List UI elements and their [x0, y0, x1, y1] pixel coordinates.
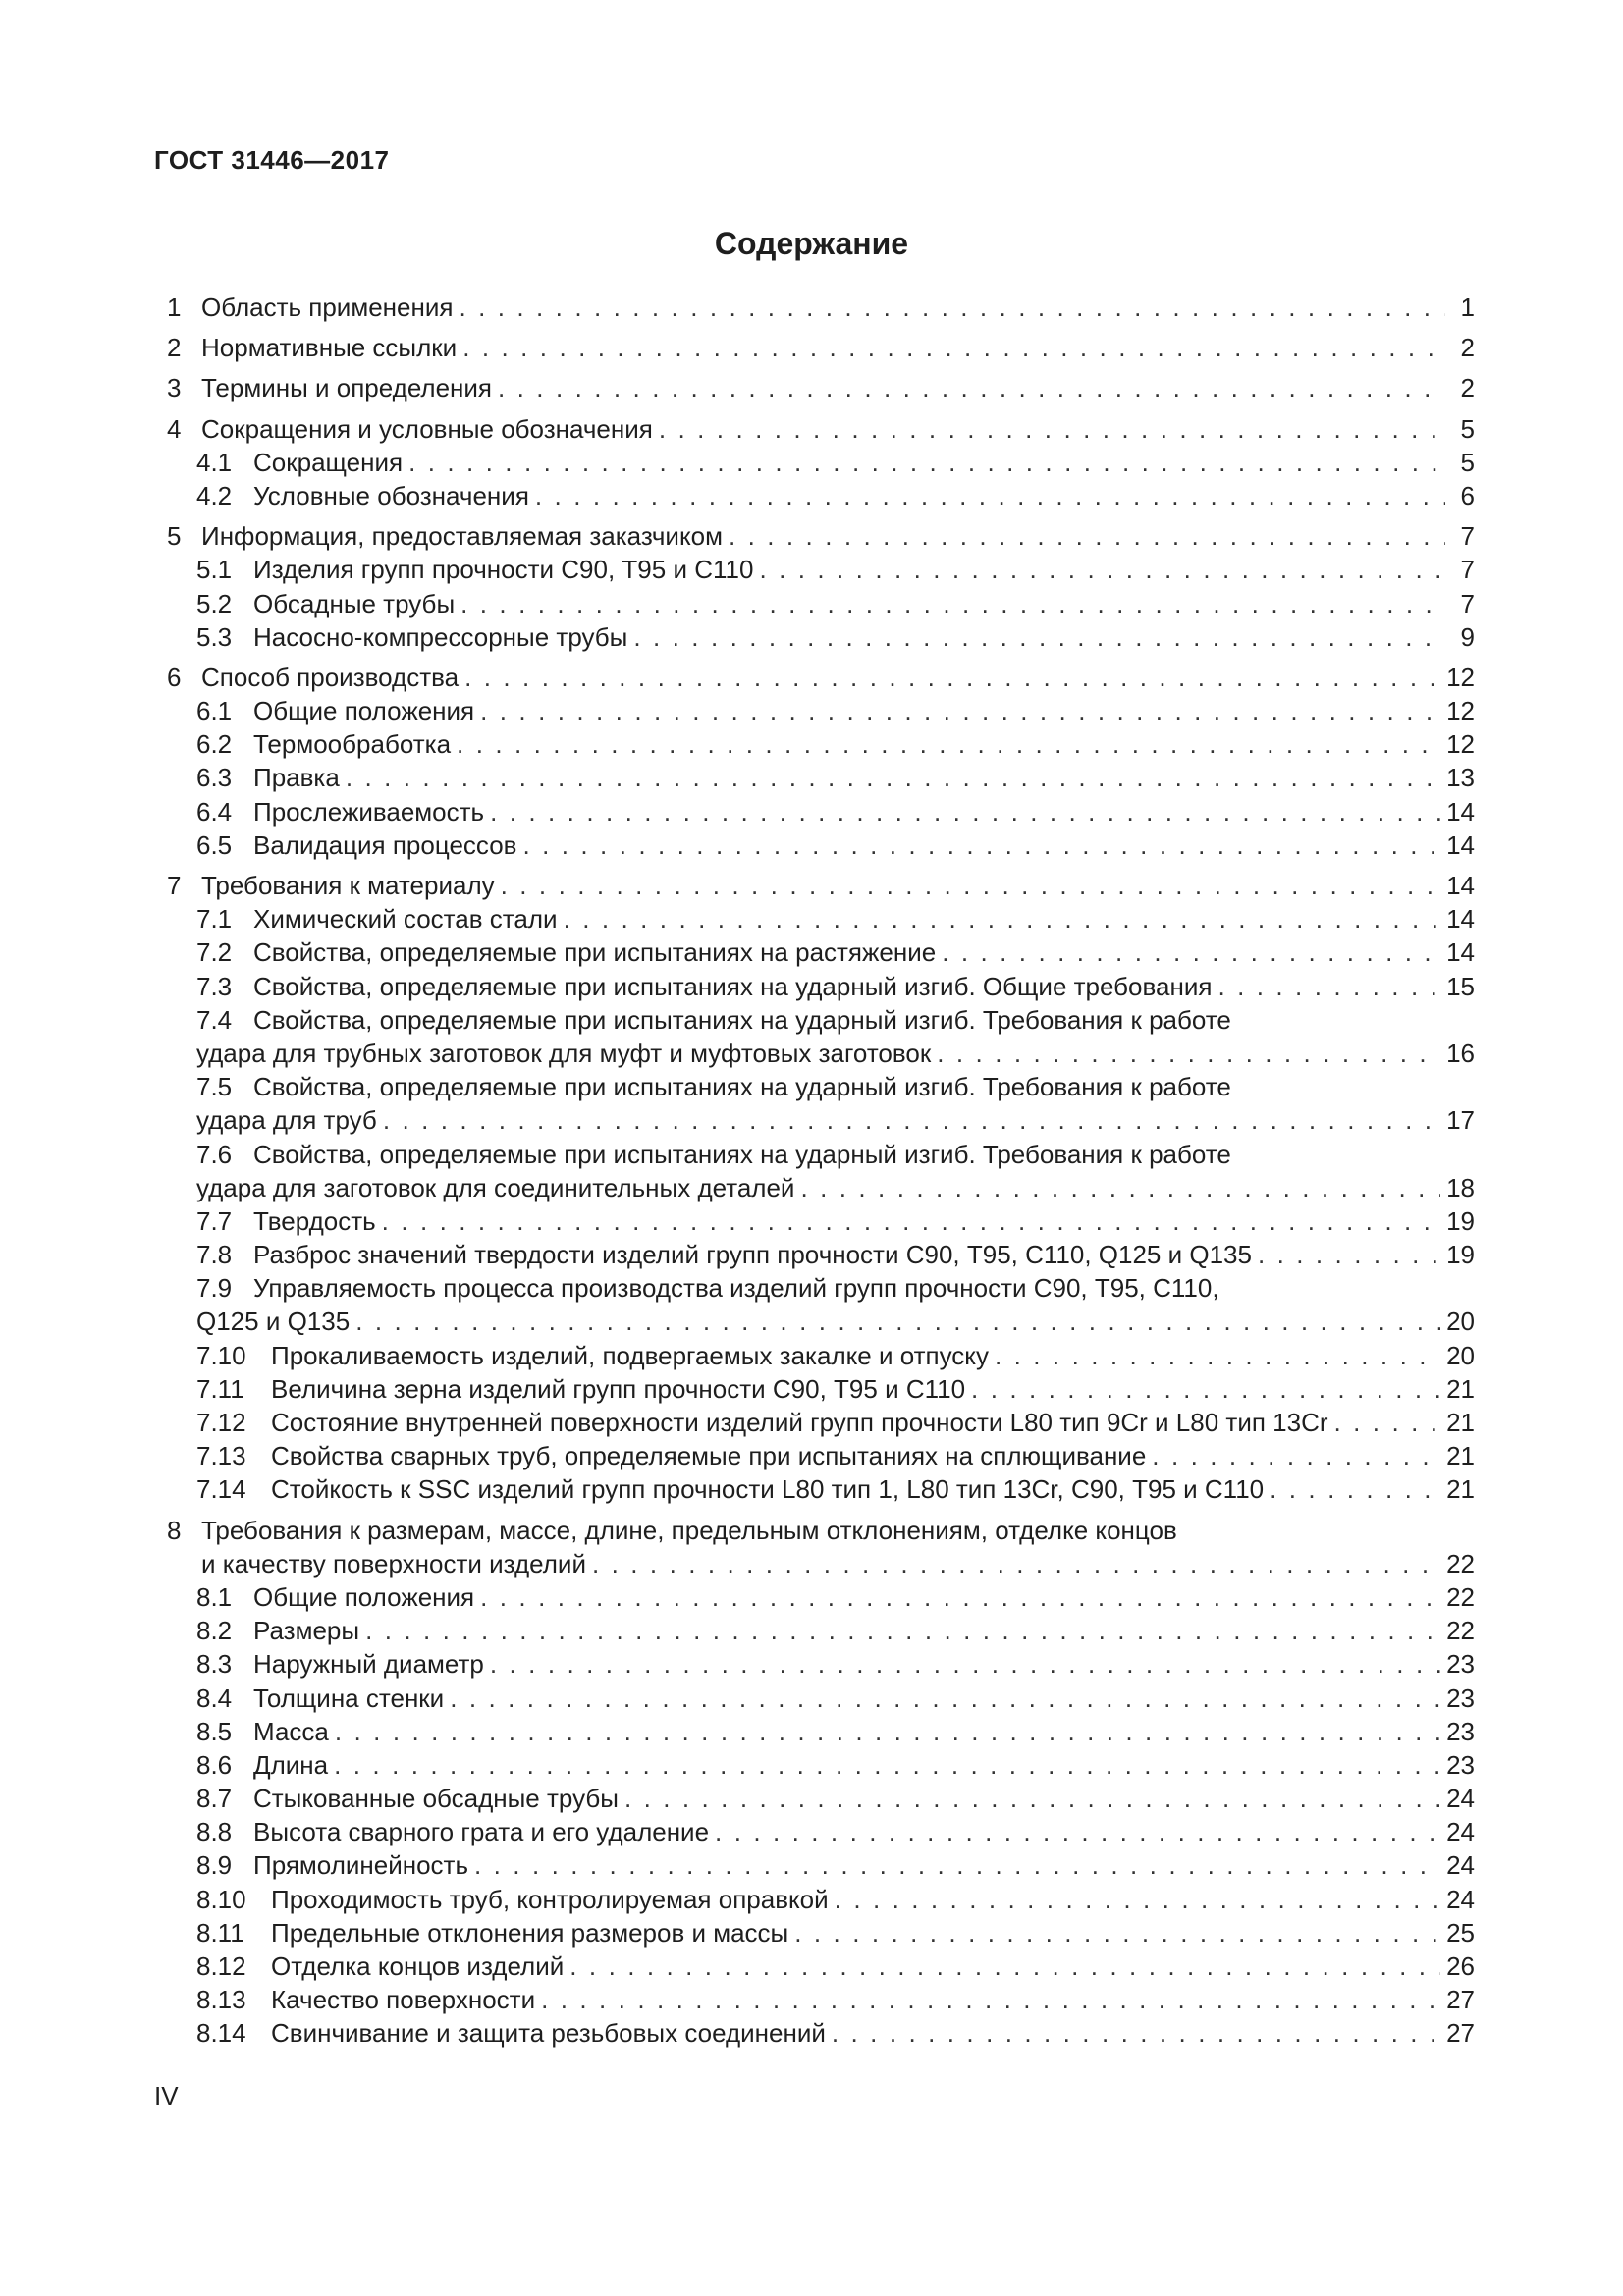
- toc-entry[interactable]: [167, 1916, 1475, 1949]
- toc-entry-page: 2: [1460, 333, 1475, 363]
- toc-entry-number: 8.5: [196, 1716, 233, 1746]
- toc-entry[interactable]: [167, 1580, 1475, 1614]
- toc-entry[interactable]: [167, 1138, 1475, 1171]
- toc-dot-leader: [937, 1037, 1440, 1070]
- toc-dot-leader: [794, 1916, 1440, 1949]
- toc-entry-title: Изделия групп прочности С90, Т95 и С110: [253, 553, 759, 586]
- toc-entry-title: Химический состав стали: [253, 902, 564, 935]
- toc-dot-leader: [365, 1614, 1440, 1647]
- toc-dot-leader: [460, 587, 1445, 620]
- toc-entry-number: 7.5: [196, 1072, 233, 1102]
- toc-section: [167, 1514, 1475, 2051]
- toc-dot-leader: [335, 1715, 1440, 1748]
- toc-entry[interactable]: [167, 1715, 1475, 1748]
- toc-entry-title: Термины и определения: [201, 371, 498, 404]
- toc-dot-leader: [383, 1103, 1440, 1137]
- toc-entry-continuation[interactable]: [167, 1547, 1475, 1580]
- toc-entry-page: 21: [1446, 1408, 1475, 1437]
- toc-entry-title: Валидация процессов: [253, 828, 522, 862]
- toc-entry-number: 8.3: [196, 1649, 233, 1680]
- toc-entry-number: 7.14: [196, 1474, 246, 1505]
- toc-entry-number: 2: [167, 333, 182, 363]
- toc-entry-number: 8.11: [196, 1917, 244, 1948]
- toc-dot-leader: [1152, 1439, 1440, 1472]
- toc-entry-title: Толщина стенки: [253, 1682, 450, 1715]
- toc-entry-number: 7.6: [196, 1139, 233, 1169]
- toc-entry[interactable]: [167, 1238, 1475, 1271]
- toc-dot-leader: [480, 1580, 1440, 1614]
- toc-entry[interactable]: [167, 1070, 1475, 1103]
- toc-entry-page: 24: [1446, 1884, 1475, 1914]
- toc-dot-leader: [535, 479, 1445, 512]
- toc-entry-title: Проходимость труб, контролируемая оправкой: [271, 1883, 835, 1916]
- toc-entry-page: 22: [1446, 1548, 1475, 1578]
- toc-dot-leader: [759, 553, 1445, 586]
- toc-entry[interactable]: [167, 828, 1475, 862]
- toc-entry-page: 19: [1446, 1205, 1475, 1236]
- toc-entry-title: Величина зерна изделий групп прочности С90, Т95 и С110: [271, 1372, 971, 1406]
- toc-section: [167, 661, 1475, 862]
- toc-dot-leader: [715, 1815, 1440, 1848]
- toc-entry-title: Свинчивание и защита резьбовых соединений: [271, 2016, 832, 2050]
- toc-entry[interactable]: [167, 1372, 1475, 1406]
- toc-dot-leader: [835, 1883, 1440, 1916]
- toc-entry-title: Нормативные ссылки: [201, 331, 462, 364]
- toc-entry-page: 27: [1446, 1985, 1475, 2015]
- toc-entry-page: 20: [1446, 1307, 1475, 1337]
- toc-entry-page: 24: [1446, 1850, 1475, 1881]
- toc-entry-number: 7.4: [196, 1004, 233, 1035]
- toc-entry-continuation[interactable]: [167, 1171, 1475, 1204]
- toc-entry-number: 8.10: [196, 1884, 246, 1914]
- toc-entry[interactable]: [167, 1748, 1475, 1782]
- toc-entry[interactable]: [167, 1883, 1475, 1916]
- toc-entry-title: Сокращения и условные обозначения: [201, 412, 659, 446]
- toc-entry-page: 7: [1460, 555, 1475, 585]
- toc-dot-leader: [490, 1647, 1440, 1681]
- toc-entry-page: 12: [1446, 696, 1475, 726]
- toc-entry-number: 7: [167, 871, 182, 900]
- toc-entry-page: 23: [1446, 1649, 1475, 1680]
- toc-entry-title: Прокаливаемость изделий, подвергаемых закалке и отпуску: [271, 1339, 995, 1372]
- toc-entry[interactable]: [167, 902, 1475, 935]
- toc-entry[interactable]: [167, 1439, 1475, 1472]
- toc-entry-title: Размеры: [253, 1614, 365, 1647]
- toc-entry[interactable]: [167, 1815, 1475, 1848]
- toc-entry[interactable]: [167, 519, 1475, 553]
- toc-entry-number: 7.2: [196, 937, 233, 968]
- toc-entry-number: 8.2: [196, 1616, 233, 1646]
- toc-dot-leader: [501, 869, 1440, 902]
- toc-entry-title: Наружный диаметр: [253, 1647, 490, 1681]
- toc-dot-leader: [729, 519, 1445, 553]
- toc-dot-leader: [498, 371, 1445, 404]
- toc-entry[interactable]: [167, 661, 1475, 694]
- toc-entry-number: 8.7: [196, 1784, 233, 1814]
- toc-entry-title-cont: удара для заготовок для соединительных деталей: [196, 1171, 800, 1204]
- toc-dot-leader: [450, 1682, 1440, 1715]
- toc-entry-page: 5: [1460, 447, 1475, 477]
- toc-entry[interactable]: [167, 1848, 1475, 1882]
- toc-entry-title: Обсадные трубы: [253, 587, 460, 620]
- toc-section: [167, 291, 1475, 324]
- toc-section: [167, 519, 1475, 654]
- toc-entry-title: Предельные отклонения размеров и массы: [271, 1916, 794, 1949]
- toc-entry-number: 7.12: [196, 1408, 246, 1437]
- toc-dot-leader: [474, 1848, 1440, 1882]
- toc-entry-number: 6.2: [196, 729, 233, 760]
- toc-entry-page: 24: [1446, 1784, 1475, 1814]
- toc-entry-page: 14: [1446, 796, 1475, 827]
- toc-entry-continuation[interactable]: [167, 1305, 1475, 1338]
- toc-entry-title: Условные обозначения: [253, 479, 535, 512]
- toc-entry-title: Длина: [253, 1748, 334, 1782]
- toc-entry[interactable]: [167, 331, 1475, 364]
- toc-entry[interactable]: [167, 620, 1475, 654]
- toc-entry-number: 8.12: [196, 1951, 246, 1981]
- toc-entry-number: 7.3: [196, 971, 233, 1001]
- toc-entry-title: Качество поверхности: [271, 1983, 541, 2016]
- toc-entry-number: 6.5: [196, 829, 233, 860]
- toc-entry-number: 4.2: [196, 480, 233, 510]
- toc-entry[interactable]: [167, 1204, 1475, 1238]
- toc-dot-leader: [971, 1372, 1440, 1406]
- toc-entry-number: 8.13: [196, 1985, 246, 2015]
- toc-dot-leader: [457, 727, 1440, 761]
- toc-entry[interactable]: [167, 1339, 1475, 1372]
- toc-entry-title: Свойства, определяемые при испытаниях на ударный изгиб. Требования к работе: [253, 1003, 1237, 1037]
- toc-entry-page: 25: [1446, 1917, 1475, 1948]
- toc-entry-page: 20: [1446, 1340, 1475, 1370]
- toc-dot-leader: [382, 1204, 1440, 1238]
- toc-entry-title: Свойства, определяемые при испытаниях на ударный изгиб. Требования к работе: [253, 1070, 1237, 1103]
- toc-dot-leader: [1334, 1406, 1441, 1439]
- toc-entry-title-cont: и качеству поверхности изделий: [201, 1547, 592, 1580]
- toc-entry-title: Информация, предоставляемая заказчиком: [201, 519, 729, 553]
- toc-entry-title-cont: Q125 и Q135: [196, 1305, 355, 1338]
- toc-entry-number: 5.1: [196, 555, 233, 585]
- toc-entry-number: 7.8: [196, 1240, 233, 1270]
- toc-entry-number: 7.7: [196, 1205, 233, 1236]
- toc-entry[interactable]: [167, 1472, 1475, 1506]
- toc-entry-number: 4: [167, 413, 182, 444]
- toc-entry-number: 8.4: [196, 1682, 233, 1713]
- toc-dot-leader: [1217, 970, 1440, 1003]
- toc-dot-leader: [346, 761, 1440, 794]
- toc-dot-leader: [942, 935, 1440, 969]
- toc-dot-leader: [1258, 1238, 1440, 1271]
- toc-dot-leader: [355, 1305, 1440, 1338]
- toc-entry-number: 7.11: [196, 1373, 244, 1404]
- toc-entry-page: 13: [1446, 763, 1475, 793]
- toc-section: [167, 869, 1475, 1507]
- toc-entry-number: 6.3: [196, 763, 233, 793]
- toc-entry[interactable]: [167, 795, 1475, 828]
- toc-entry-title: Прямолинейность: [253, 1848, 474, 1882]
- toc-entry[interactable]: [167, 291, 1475, 324]
- toc-entry-title: Управляемость процесса производства изделий групп прочности С90, Т95, С110,: [253, 1271, 1225, 1305]
- toc-entry-title: Разброс значений твердости изделий групп прочности С90, Т95, С110, Q125 и Q135: [253, 1238, 1258, 1271]
- toc-entry-page: 21: [1446, 1441, 1475, 1471]
- toc-dot-leader: [832, 2016, 1440, 2050]
- toc-dot-leader: [541, 1983, 1440, 2016]
- toc-entry[interactable]: [167, 1682, 1475, 1715]
- toc-entry-page: 26: [1446, 1951, 1475, 1981]
- toc-dot-leader: [633, 620, 1445, 654]
- toc-entry-number: 6: [167, 662, 182, 692]
- toc-entry[interactable]: [167, 412, 1475, 446]
- toc-dot-leader: [490, 795, 1440, 828]
- toc-dot-leader: [459, 291, 1445, 324]
- toc-dot-leader: [480, 694, 1440, 727]
- toc-entry-title-cont: удара для труб: [196, 1103, 383, 1137]
- toc-entry[interactable]: [167, 1782, 1475, 1815]
- toc-entry-page: 12: [1446, 729, 1475, 760]
- toc-entry-page: 14: [1446, 937, 1475, 968]
- toc-entry-title: Общие положения: [253, 1580, 480, 1614]
- toc-entry-number: 4.1: [196, 447, 233, 477]
- toc-dot-leader: [995, 1339, 1440, 1372]
- toc-entry-title: Отделка концов изделий: [271, 1949, 569, 1983]
- toc-entry-number: 8.14: [196, 2018, 246, 2049]
- toc-dot-leader: [624, 1782, 1440, 1815]
- toc-entry-number: 7.1: [196, 904, 233, 934]
- toc-entry-number: 5.3: [196, 621, 233, 652]
- toc-dot-leader: [592, 1547, 1440, 1580]
- toc-entry-title: Твердость: [253, 1204, 382, 1238]
- toc-entry-title: Требования к материалу: [201, 869, 501, 902]
- toc-entry-number: 8.8: [196, 1817, 233, 1847]
- toc-entry-page: 21: [1446, 1373, 1475, 1404]
- toc-entry[interactable]: [167, 869, 1475, 902]
- toc-entry[interactable]: [167, 1949, 1475, 1983]
- toc-entry[interactable]: [167, 1647, 1475, 1681]
- toc-entry-title: Стыкованные обсадные трубы: [253, 1782, 624, 1815]
- toc-entry-title: Общие положения: [253, 694, 480, 727]
- toc-entry-page: 7: [1460, 588, 1475, 618]
- toc-entry-title: Свойства, определяемые при испытаниях на ударный изгиб. Требования к работе: [253, 1138, 1237, 1171]
- toc-entry[interactable]: [167, 727, 1475, 761]
- toc-entry-title: Насосно-компрессорные трубы: [253, 620, 633, 654]
- page-number: IV: [154, 2081, 179, 2110]
- toc-entry[interactable]: [167, 1614, 1475, 1647]
- toc-entry-page: 18: [1446, 1172, 1475, 1202]
- document-code: ГОСТ 31446—2017: [154, 145, 390, 175]
- toc-entry[interactable]: [167, 935, 1475, 969]
- toc-dot-leader: [659, 412, 1445, 446]
- toc-entry[interactable]: [167, 553, 1475, 586]
- toc-entry[interactable]: [167, 587, 1475, 620]
- toc-entry-number: 6.1: [196, 696, 233, 726]
- page-title: Содержание: [714, 226, 909, 261]
- toc-entry-page: 22: [1446, 1581, 1475, 1612]
- toc-dot-leader: [464, 661, 1440, 694]
- toc-entry-page: 14: [1446, 871, 1475, 900]
- toc-entry-title: Свойства сварных труб, определяемые при испытаниях на сплющивание: [271, 1439, 1152, 1472]
- toc-entry-title: Стойкость к SSC изделий групп прочности L80 тип 1, L80 тип 13Cr, С90, Т95 и С110: [271, 1472, 1270, 1506]
- toc-dot-leader: [522, 828, 1440, 862]
- toc-entry-title: Требования к размерам, массе, длине, предельным отклонениям, отделке концов: [201, 1514, 1183, 1547]
- toc-entry[interactable]: [167, 479, 1475, 512]
- toc-entry-page: 15: [1446, 971, 1475, 1001]
- toc-entry-page: 19: [1446, 1240, 1475, 1270]
- toc-entry-number: 8.6: [196, 1749, 233, 1780]
- toc-entry-page: 1: [1460, 293, 1475, 322]
- toc-entry-title: Область применения: [201, 291, 459, 324]
- toc-entry-number: 7.13: [196, 1441, 246, 1471]
- toc-entry-page: 16: [1446, 1038, 1475, 1068]
- toc-entry[interactable]: [167, 371, 1475, 404]
- toc-entry-number: 5: [167, 521, 182, 552]
- toc-entry-title: Масса: [253, 1715, 335, 1748]
- toc-entry-number: 5.2: [196, 588, 233, 618]
- toc-dot-leader: [569, 1949, 1440, 1983]
- toc-entry[interactable]: [167, 1406, 1475, 1439]
- toc-entry[interactable]: [167, 1514, 1475, 1547]
- toc-entry[interactable]: [167, 970, 1475, 1003]
- toc-entry-page: 24: [1446, 1817, 1475, 1847]
- toc-section: [167, 331, 1475, 364]
- toc-entry-page: 7: [1460, 521, 1475, 552]
- toc-entry-page: 14: [1446, 904, 1475, 934]
- toc-entry-number: 6.4: [196, 796, 233, 827]
- toc-dot-leader: [800, 1171, 1440, 1204]
- toc-entry[interactable]: [167, 2016, 1475, 2050]
- toc-entry-title-cont: удара для трубных заготовок для муфт и муфтовых заготовок: [196, 1037, 937, 1070]
- toc-entry-page: 27: [1446, 2018, 1475, 2049]
- toc-entry-page: 23: [1446, 1682, 1475, 1713]
- toc-dot-leader: [334, 1748, 1440, 1782]
- toc-entry[interactable]: [167, 1271, 1475, 1305]
- toc-entry-title: Способ производства: [201, 661, 464, 694]
- toc-entry-title: Сокращения: [253, 446, 408, 479]
- toc-entry[interactable]: [167, 1003, 1475, 1037]
- toc-entry-page: 14: [1446, 829, 1475, 860]
- toc-entry-page: 21: [1446, 1474, 1475, 1505]
- toc-entry-number: 7.9: [196, 1273, 233, 1304]
- toc-entry-title: Высота сварного грата и его удаление: [253, 1815, 715, 1848]
- toc-dot-leader: [462, 331, 1445, 364]
- toc-entry-number: 1: [167, 293, 182, 322]
- toc-entry-continuation[interactable]: [167, 1103, 1475, 1137]
- toc-entry-title: Правка: [253, 761, 346, 794]
- toc-entry-page: 6: [1460, 480, 1475, 510]
- toc-entry-title: Свойства, определяемые при испытаниях на ударный изгиб. Общие требования: [253, 970, 1217, 1003]
- toc-dot-leader: [564, 902, 1441, 935]
- toc-entry-title: Прослеживаемость: [253, 795, 490, 828]
- toc-entry-continuation[interactable]: [167, 1037, 1475, 1070]
- toc-entry-number: 3: [167, 373, 182, 403]
- toc-entry[interactable]: [167, 761, 1475, 794]
- toc-entry[interactable]: [167, 446, 1475, 479]
- toc-entry[interactable]: [167, 1983, 1475, 2016]
- toc-entry-page: 5: [1460, 413, 1475, 444]
- toc-entry-page: 9: [1460, 621, 1475, 652]
- toc-entry-page: 23: [1446, 1749, 1475, 1780]
- toc-entry-number: 7.10: [196, 1340, 246, 1370]
- toc-entry-page: 23: [1446, 1716, 1475, 1746]
- toc-entry-number: 8.1: [196, 1581, 233, 1612]
- toc-entry-title: Состояние внутренней поверхности изделий групп прочности L80 тип 9Cr и L80 тип 13Cr: [271, 1406, 1334, 1439]
- toc-entry-page: 12: [1446, 662, 1475, 692]
- toc-entry-page: 17: [1446, 1105, 1475, 1136]
- toc-section: [167, 412, 1475, 513]
- toc-entry-number: 8: [167, 1515, 182, 1545]
- toc-entry-title: Термообработка: [253, 727, 457, 761]
- toc-dot-leader: [408, 446, 1445, 479]
- toc-entry-title: Свойства, определяемые при испытаниях на растяжение: [253, 935, 942, 969]
- toc-section: [167, 371, 1475, 404]
- toc-entry-page: 22: [1446, 1616, 1475, 1646]
- toc-entry-page: 2: [1460, 373, 1475, 403]
- table-of-contents: [167, 291, 1475, 2057]
- toc-entry-number: 8.9: [196, 1850, 233, 1881]
- toc-entry[interactable]: [167, 694, 1475, 727]
- toc-dot-leader: [1270, 1472, 1440, 1506]
